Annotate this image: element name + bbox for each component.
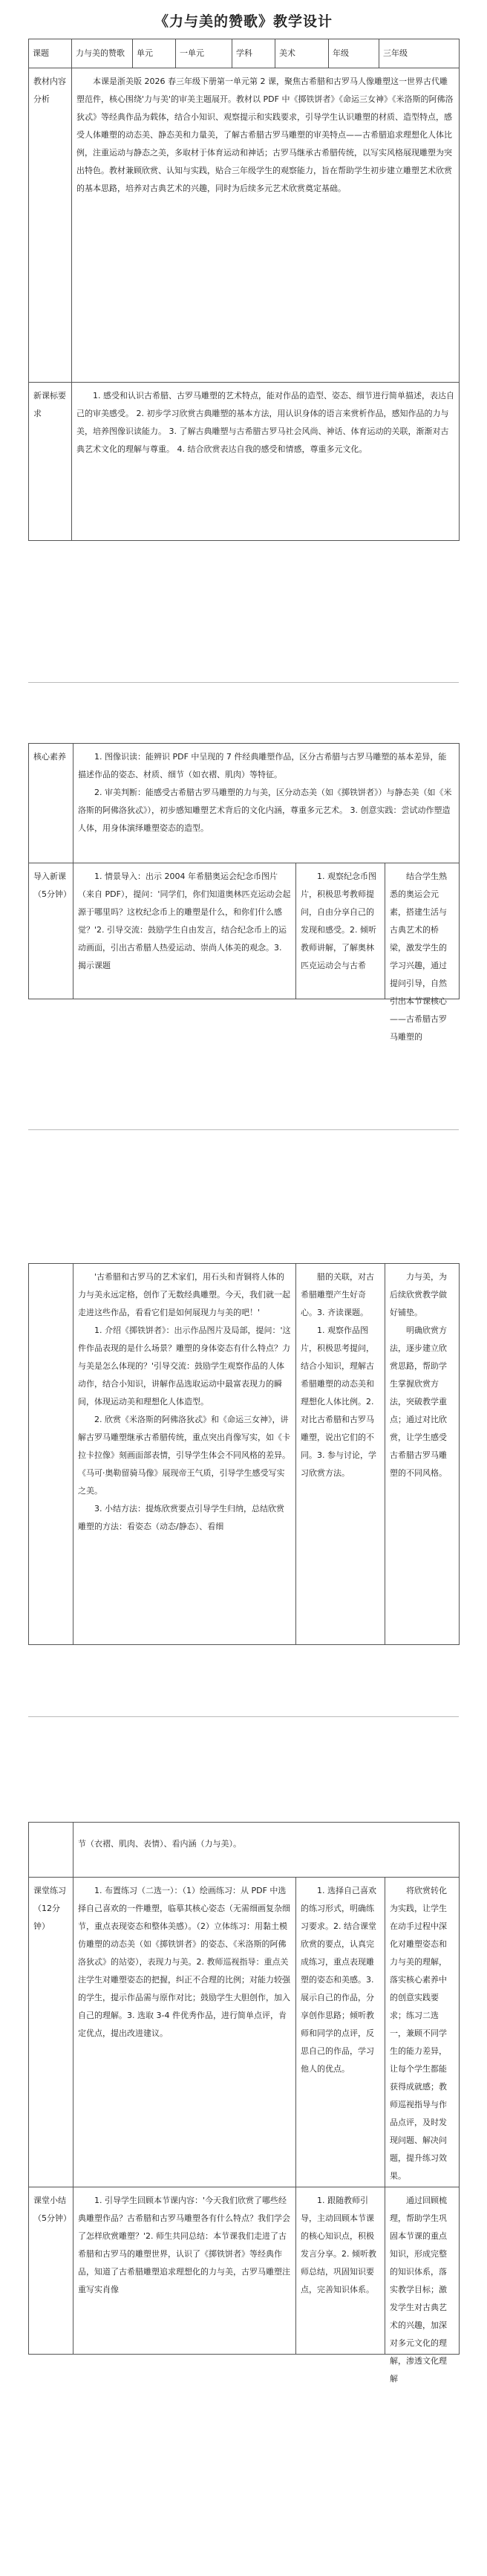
- design-table-part3: [28, 1263, 460, 1645]
- process-teacher-c: 2. 欣赏《米洛斯的阿佛洛狄忒》和《命运三女神》，讲解古罗马雕塑继承古希腊传统，重点突出肖像写实，如《卡拉卡拉像》刻画面部表情，引导学生体会不同风格的差异。《马可·奥勒留骑马像》展现帝王气质，引导学生感受写实之美。: [78, 1415, 290, 1496]
- intro-intent-text: 结合学生熟悉的奥运会元素，搭建生活与古典艺术的桥梁，激发学生的学习兴趣，通过提问引导，自然引出本节课核心——古希腊古罗马雕塑的: [390, 872, 447, 1042]
- intro-student-text: 1. 观察纪念币图片，积极思考教师提问，自由分享自己的发现和感受。2. 倾听教师讲解，了解奥林匹克运动会与古希: [301, 872, 376, 970]
- summary-intent-text: 通过回顾梳理，帮助学生巩固本节课的重点知识，形成完整的知识体系，落实教学目标；激发学生对古典艺术的兴趣，加深对多元文化的理解，渗透文化理解: [390, 2196, 447, 2384]
- document-title: 《力与美的赞歌》教学设计: [154, 13, 333, 30]
- unit-value: 一单元: [176, 39, 232, 68]
- design-table-part2: [28, 743, 460, 1042]
- standard-text: 1. 感受和认识古希腊、古罗马雕塑的艺术特点，能对作品的造型、姿态、细节进行简单描述，表达自己的审美感受。 2. 初步学习欣赏古典雕塑的基本方法，用认识身体的语言来赏析作品，感知作品的力与美，培养图像识读能力。 3. 了解古典雕塑与古希腊古罗马社会风尚、神话、体育运动的关联，渐渐对古典艺术文化的理解与尊重。 4. 结合欣赏表达自我的感受和情感，尊重多元文化。: [76, 391, 454, 454]
- summary-teacher-text: 1. 引导学生回顾本节课内容：'今天我们欣赏了哪些经典雕塑作品？古希腊和古罗马雕塑各有什么特点？我们学会了怎样欣赏雕塑？'2. 师生共同总结：本节课我们走进了古希腊和古罗马的雕塑世界，认识了《掷铁饼者》等经典作品，知道了古希腊雕塑追求理想化的力与美，古罗马雕塑注重写实肖像: [78, 2196, 290, 2294]
- practice-student-text: 1. 选择自己喜欢的练习形式，明确练习要求。2. 结合课堂欣赏的要点，认真完成练习，重点表现雕塑的姿态和美感。3. 展示自己的作品，分享创作思路；倾听教师和同学的点评，反思自己的作品，学习他人的优点。: [301, 1886, 376, 2074]
- grade-label: 年级: [329, 39, 379, 68]
- literacy-label: 核心素养: [29, 744, 73, 863]
- process-teacher-b: 1. 介绍《掷铁饼者》：出示作品图片及局部，提问：'这件作品表现的是什么场景？雕塑的身体姿态有什么特点？力与美是怎么体现的？'引导交流：鼓励学生观察作品的人体动作，结合小知识，讲解作品选取运动中最富表现力的瞬间，体现运动美和理想化人体造型。: [78, 1326, 291, 1407]
- practice-intent-text: 将欣赏转化为实践，让学生在动手过程中深化对雕塑姿态和力与美的理解，落实核心素养中的创意实践要求；练习二选一，兼顾不同学生的能力差异，让每个学生都能获得成就感；教师巡视指导与作品点评，及时发现问题、解决问题，提升练习效果。: [390, 1886, 447, 2181]
- intro-label: 导入新课（5分钟）: [29, 863, 73, 999]
- analysis-label: 教材内容分析: [29, 68, 72, 383]
- unit-label: 单元: [133, 39, 176, 68]
- page-break-2: [28, 1129, 459, 1130]
- process-intent-b: 明确欣赏方法，逐步建立欣赏思路，帮助学生掌握欣赏方法，突破教学重点；通过对比欣赏，让学生感受古希腊古罗马雕塑的不同风格。: [390, 1326, 447, 1478]
- practice-teacher-text: 1. 布置练习（二选一）：（1）绘画练习：从 PDF 中选择自己喜欢的一件雕塑，临摹其核心姿态（无需细画复杂细节，重点表现姿态和整体美感）。（2）立体练习：用黏土模仿雕塑的动态美（如《掷铁饼者》的姿态、《米洛斯的阿佛洛狄忒》的站姿），表现力与美。2. 教师巡视指导：重点关注学生对雕塑姿态的把握，纠正不合理的比例；对能力较强的学生，提示作品需与原作对比；鼓励学生大胆创作，加入自己的理解。3. 选取 3-4 件优秀作品，进行简单点评，肯定优点，提出改进建议。: [78, 1886, 290, 2038]
- page-break-3: [28, 1716, 459, 1717]
- standard-label: 新课标要求: [29, 383, 72, 541]
- grade-value: 三年级: [379, 39, 460, 68]
- process-teacher-d: 3. 小结方法：提炼欣赏要点引导学生归纳，总结欣赏雕塑的方法：看姿态（动态/静态）、看细: [78, 1504, 284, 1531]
- carry-over-text: 节（衣褶、肌肉、表情）、看内涵（力与美）。: [78, 1839, 241, 1849]
- process-intent-a: 力与美，为后续欣赏教学做好铺垫。: [390, 1272, 447, 1317]
- summary-student-text: 1. 跟随教师引导，主动回顾本节课的核心知识点，积极发言分享。2. 倾听教师总结，巩固知识要点，完善知识体系。: [301, 2196, 376, 2294]
- course-value: 力与美的赞歌: [72, 39, 133, 68]
- process-student-b: 1. 观察作品图片，积极思考提问，结合小知识，理解古希腊雕塑的动态美和理想化人体比例。2. 对比古希腊和古罗马雕塑，说出它们的不同。3. 参与讨论，学习欣赏方法。: [301, 1326, 376, 1478]
- subject-value: 美术: [275, 39, 329, 68]
- analysis-text: 本课是浙美版 2026 春三年级下册第一单元第 2 课，聚焦古希腊和古罗马人像雕塑这一世界古代雕塑范件，核心围绕'力与美'的审美主题展开。教材以 PDF 中《掷铁饼者》《命运三女神》《米洛斯的阿佛洛狄忒》等经典作品为载体，结合小知识、观察提示和实践要求，引导学生认识雕塑的材质、造型特点，感受人体雕塑的动态美、静态美和力量美，了解古希腊古罗马雕塑的审美特点——古希腊追求理想化人体比例，注重运动与静态之美，多取材于体育运动和神话；古罗马继承古希腊传统，以写实风格展现雕塑为突出特色。教材兼顾欣赏、认知与实践，贴合三年级学生的观察能力，旨在帮助学生初步建立雕塑艺术欣赏的基本思路，培养对古典艺术的兴趣，同时为后续多元艺术欣赏奠定基础。: [76, 77, 454, 193]
- literacy-text-1: 1. 图像识读：能辨识 PDF 中呈现的 7 件经典雕塑作品，区分古希腊与古罗马雕塑的基本差异，能描述作品的姿态、材质、细节（如衣褶、肌肉）等特征。: [78, 752, 447, 779]
- design-table-part1: [28, 39, 460, 541]
- intro-teacher-text: 1. 情景导入：出示 2004 年希腊奥运会纪念币图片（来自 PDF），提问：'同学们，你们知道奥林匹克运动会起源于哪里吗？这枚纪念币上的雕塑是什么，和你们什么感觉？'2. 引导交流：鼓励学生自由发言，结合纪念币上的运动画面，引出古希腊人热爱运动、崇尚人体美的观念。3. 揭示课题: [78, 872, 291, 970]
- subject-label: 学科: [232, 39, 275, 68]
- practice-label: 课堂练习（12分钟）: [29, 1878, 73, 2187]
- process-student-a: 腊的关联，对古希腊雕塑产生好奇心。3. 齐读课题。: [301, 1272, 374, 1317]
- design-table-part4: [28, 1822, 460, 2384]
- page-break-1: [28, 682, 459, 683]
- course-label: 课题: [29, 39, 72, 68]
- summary-label: 课堂小结（5分钟）: [29, 2187, 73, 2355]
- literacy-text-2: 2. 审美判断：能感受古希腊古罗马雕塑的力与美，区分动态美（如《掷铁饼者》）与静态美（如《米洛斯的阿佛洛狄忒》），初步感知雕塑艺术背后的文化内涵，尊重多元艺术。 3. 创意实践：尝试动作塑造人体，用身体演绎雕塑姿态的造型。: [78, 788, 452, 833]
- process-teacher-a: '古希腊和古罗马的艺术家们，用石头和青铜将人体的力与美永远定格，创作了无数经典雕塑。今天，我们就一起走进这些作品，看看它们是如何展现力与美的吧！': [78, 1272, 290, 1317]
